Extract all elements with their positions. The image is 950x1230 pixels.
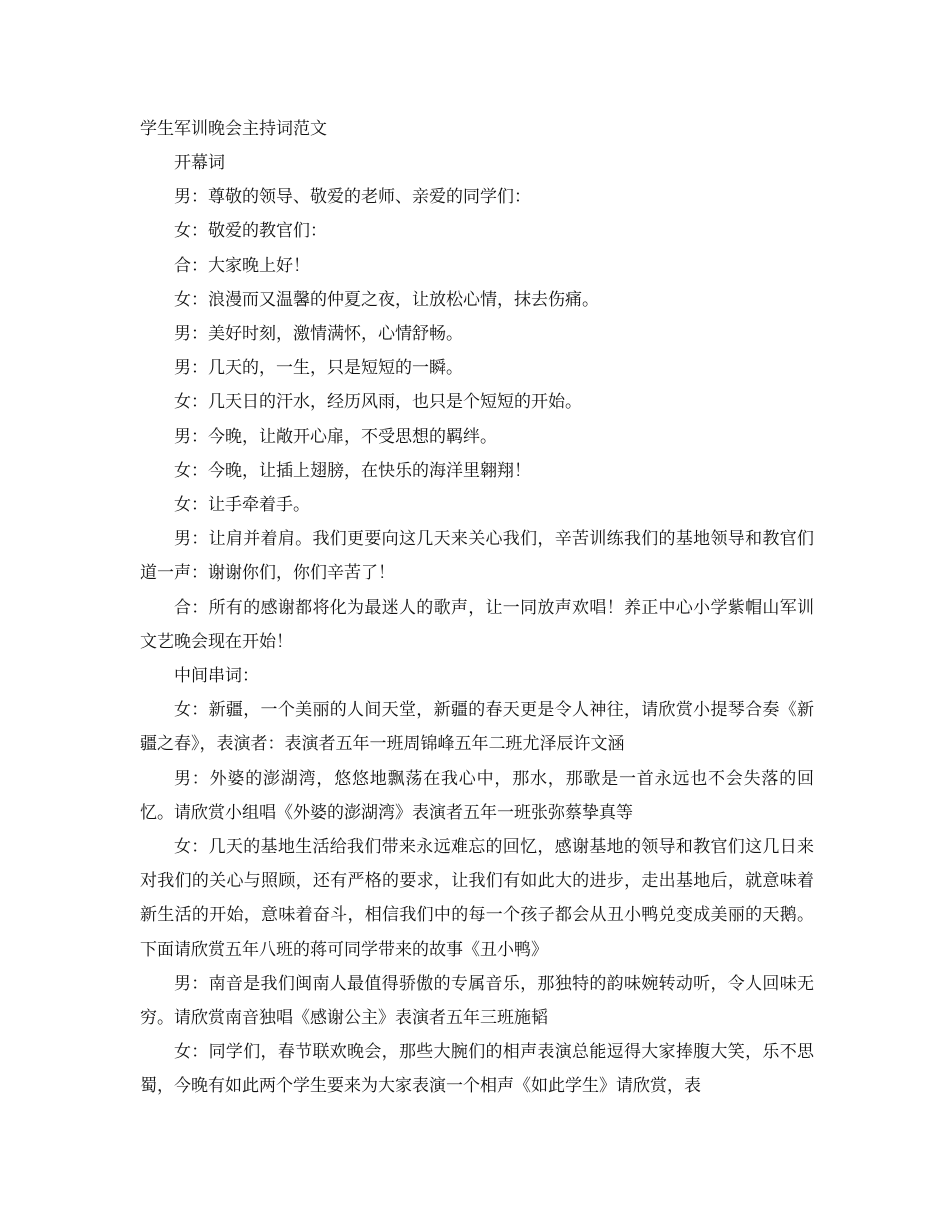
- document-page: [140, 112, 814, 1104]
- paragraph: 合：大家晚上好！: [174, 255, 310, 276]
- paragraph: 女：让手牵着手。: [174, 495, 310, 516]
- paragraph: 合：所有的感谢都将化为最迷人的歌声，让一同放声欢唱！养正中心小学紫帽山军训文艺晚会现在开始！: [140, 597, 814, 652]
- paragraph: 男：今晚，让敞开心扉，不受思想的羁绊。: [174, 426, 497, 447]
- paragraph: 女：浪漫而又温馨的仲夏之夜，让放松心情，抹去伤痛。: [174, 289, 599, 310]
- paragraph: 女：今晚，让插上翅膀，在快乐的海洋里翱翔！: [174, 460, 531, 481]
- paragraph: 女：几天日的汗水，经历风雨，也只是个短短的开始。: [174, 392, 582, 413]
- paragraph: 中间串词：: [174, 666, 259, 687]
- paragraph: 女：几天的基地生活给我们带来永远难忘的回忆，感谢基地的领导和教官们这几日来对我们的关心与照顾，还有严格的要求，让我们有如此大的进步，走出基地后，就意味着新生活的开始，意味着奋斗，相信我们中的每一个孩子都会从丑小鸭兑变成美丽的天鹅。下面请欣赏五年八班的蒋可同学带来的故事《丑小鸭》: [140, 837, 814, 960]
- document-title: 学生军训晚会主持词范文: [140, 119, 327, 139]
- paragraph: 女：同学们，春节联欢晚会，那些大腕们的相声表演总能逗得大家捧腹大笑，乐不思蜀，今晚有如此两个学生要来为大家表演一个相声《如此学生》请欣赏，表: [140, 1042, 814, 1097]
- paragraph: 男：南音是我们闽南人最值得骄傲的专属音乐，那独特的韵味婉转动听，令人回味无穷。请欣赏南音独唱《感谢公主》表演者五年三班施韬: [140, 973, 814, 1029]
- paragraph: 女：敬爱的教官们：: [174, 221, 327, 242]
- paragraph: 男：几天的，一生，只是短短的一瞬。: [174, 358, 463, 379]
- paragraph: 男：美好时刻，激情满怀，心情舒畅。: [174, 324, 463, 345]
- paragraph: 女：新疆，一个美丽的人间天堂，新疆的春天更是令人神往，请欣赏小提琴合奏《新疆之春》，表演者：表演者五年一班周锦峰五年二班尤泽辰许文涵: [140, 700, 814, 755]
- document-body: [140, 146, 814, 1104]
- paragraph: 男：外婆的澎湖湾，悠悠地飘荡在我心中，那水，那歌是一首永远也不会失落的回忆。请欣赏小组唱《外婆的澎湖湾》表演者五年一班张弥蔡挚真等: [140, 768, 814, 823]
- paragraph: 男：尊敬的领导、敬爱的老师、亲爱的同学们：: [174, 187, 531, 208]
- paragraph: 开幕词: [174, 153, 225, 173]
- paragraph: 男：让肩并着肩。我们更要向这几天来关心我们，辛苦训练我们的基地领导和教官们道一声：谢谢你们，你们辛苦了！: [140, 529, 814, 584]
